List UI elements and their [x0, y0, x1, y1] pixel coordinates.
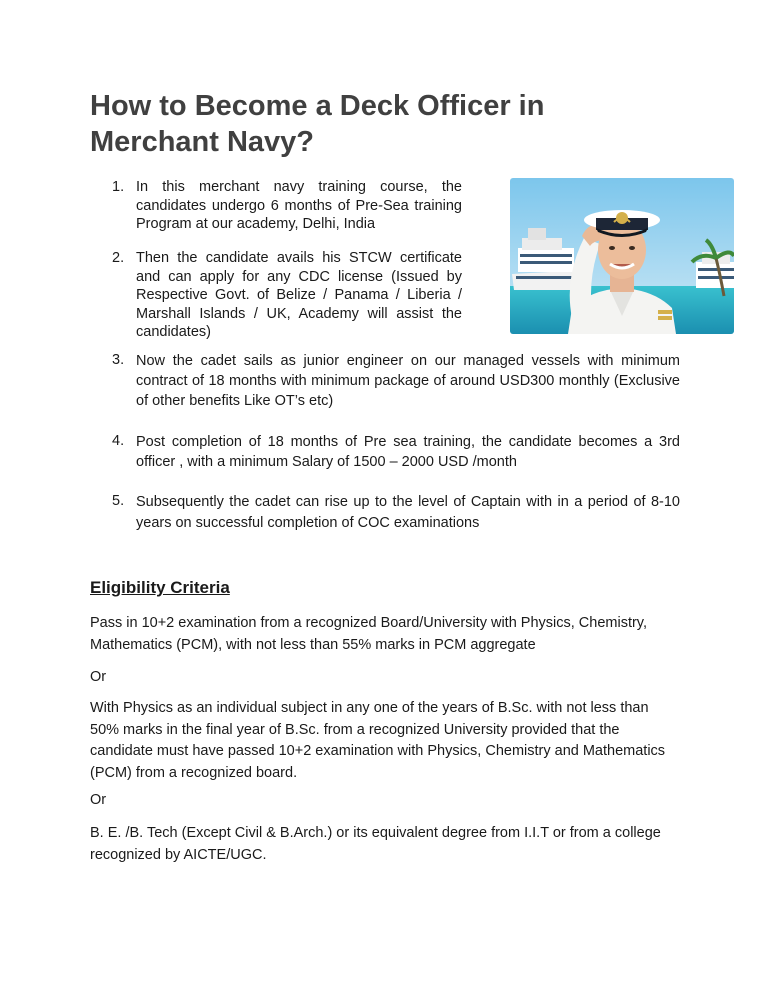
- officer-photo-icon: [510, 178, 734, 334]
- section-heading-eligibility: Eligibility Criteria: [90, 578, 230, 597]
- step-text: Subsequently the cadet can rise up to the level of Captain with in a period of 8-10 years on successful completion of COC examinations: [136, 494, 680, 531]
- step-number: 1.: [112, 179, 125, 195]
- step-text: Then the candidate avails his STCW certificate and can apply for any CDC license (Issued by Respective Govt. of Belize / Panama / Liberia / Marshall Islands / UK, Academy will assist the candidates): [136, 250, 462, 340]
- step-number: 2.: [112, 250, 125, 266]
- page-title: How to Become a Deck Officer in Merchant Navy?: [90, 90, 545, 158]
- step-number: 5.: [112, 493, 125, 509]
- eligibility-paragraph: B. E. /B. Tech (Except Civil & B.Arch.) or its equivalent degree from I.I.T or from a college recognized by AICTE/UGC.: [90, 825, 661, 863]
- step-text: Now the cadet sails as junior engineer on our managed vessels with minimum contract of 18 months with minimum package of around USD300 monthly (Exclusive of other benefits Like OT’s etc): [136, 353, 680, 409]
- eligibility-paragraph: With Physics as an individual subject in any one of the years of B.Sc. with not less than 50% marks in the final year of B.Sc. from a recognized University provided that the candidate must have passed 10+2 examination with Physics, Chemistry and Mathematics (PCM) from a recognized board.: [90, 700, 666, 781]
- step-number: 3.: [112, 352, 125, 368]
- step-number: 4.: [112, 433, 125, 449]
- eligibility-paragraph: Pass in 10+2 examination from a recognized Board/University with Physics, Chemistry, Mathematics (PCM), with not less than 55% marks in PCM aggregate: [90, 615, 648, 653]
- eligibility-separator: Or: [90, 669, 107, 685]
- eligibility-separator: Or: [90, 792, 107, 808]
- step-text: Post completion of 18 months of Pre sea training, the candidate becomes a 3rd officer , with a minimum Salary of 1500 – 2000 USD /month: [136, 434, 680, 470]
- step-text: In this merchant navy training course, the candidates undergo 6 months of Pre-Sea training Program at our academy, Delhi, India: [136, 179, 462, 232]
